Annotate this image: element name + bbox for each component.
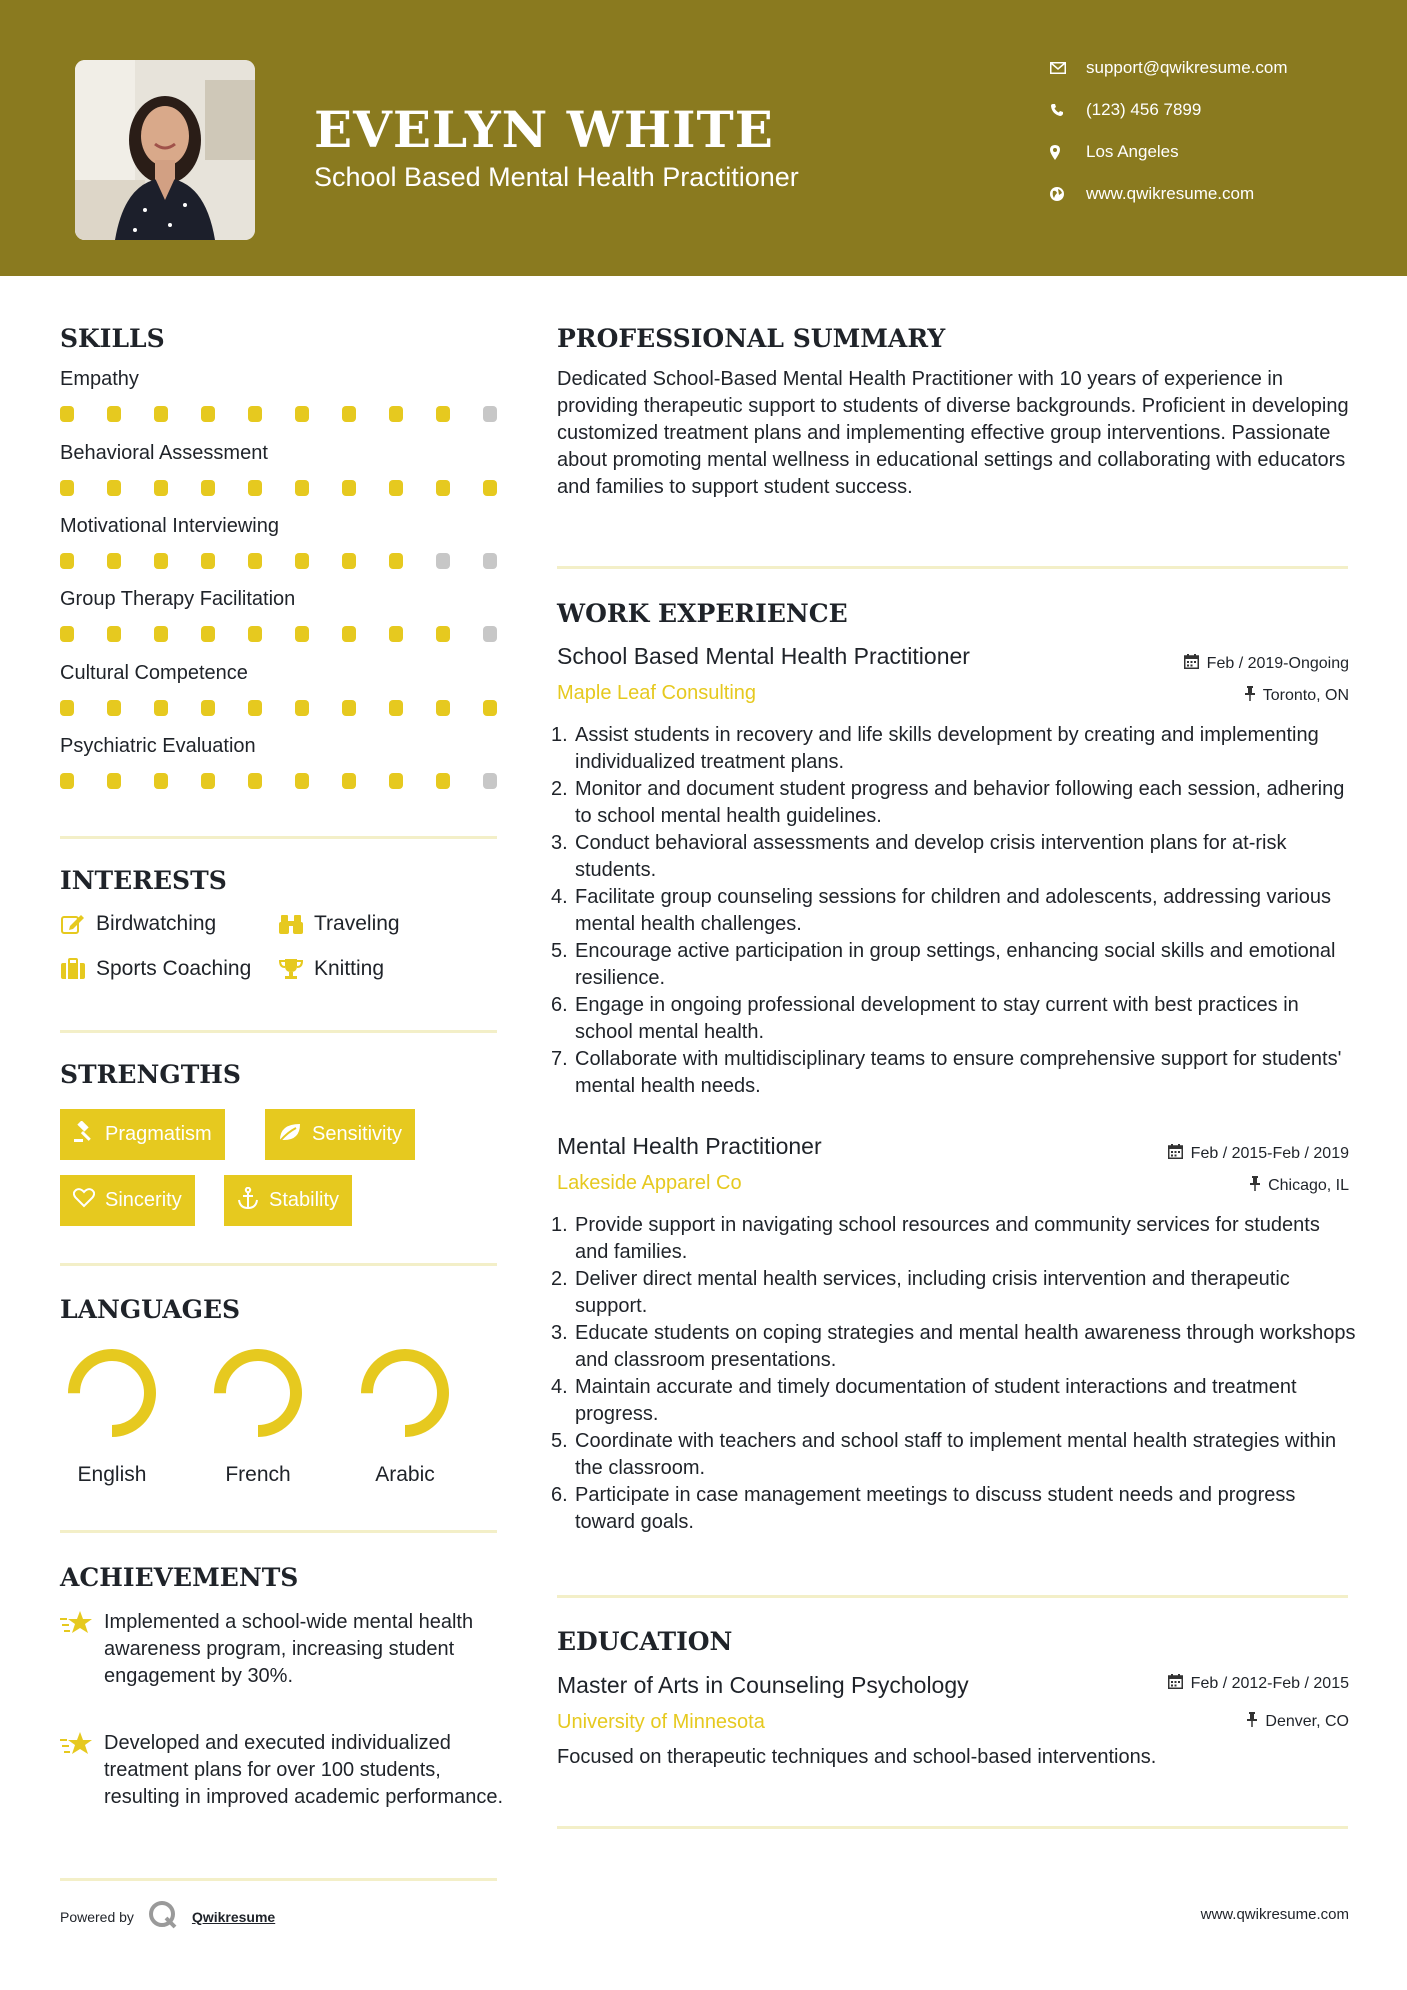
- skill-label: Empathy: [60, 368, 139, 390]
- achievement-item: [60, 1730, 504, 1840]
- education-dates: [1168, 1674, 1349, 1694]
- list-item: 4. Facilitate group counseling sessions for children and adolescents, addressing various mental health challenges.: [551, 886, 1331, 935]
- skill-dot-filled: [342, 773, 356, 789]
- skill-dot-filled: [154, 406, 168, 422]
- skill-dot-filled: [154, 553, 168, 569]
- skill-dot-filled: [201, 553, 215, 569]
- skill-dot-filled: [201, 626, 215, 642]
- list-item-text: Monitor and document student progress and behavior following each session, adhering to school mental health guidelines.: [575, 778, 1345, 827]
- section-divider: [60, 1030, 497, 1033]
- skill-dot-filled: [60, 553, 74, 569]
- skill-dot-filled: [201, 700, 215, 716]
- star-icon: [60, 1730, 94, 1763]
- language-label: French: [225, 1463, 291, 1486]
- list-item-text: Engage in ongoing professional development to stay current with best practices in school mental health.: [575, 994, 1299, 1043]
- skills-heading: SKILLS: [60, 324, 165, 353]
- calendar-icon: [1168, 1674, 1183, 1694]
- skill-rating: [60, 480, 497, 496]
- skill-dot-filled: [389, 480, 403, 496]
- skill-dot-filled: [389, 700, 403, 716]
- language-label: English: [77, 1463, 147, 1486]
- skill-dot-filled: [295, 480, 309, 496]
- skill-dot-filled: [295, 773, 309, 789]
- contact-location: [1050, 142, 1179, 162]
- skill-dot-filled: [201, 773, 215, 789]
- list-item-text: Conduct behavioral assessments and develop crisis intervention plans for at-risk students.: [575, 832, 1287, 881]
- skill-dot-filled: [248, 700, 262, 716]
- job-location: [1250, 1176, 1349, 1196]
- list-item: 2. Monitor and document student progress and behavior following each session, adhering to school mental health guidelines.: [551, 778, 1345, 827]
- globe-icon: [1050, 187, 1086, 201]
- language-level-arc: [74, 1355, 150, 1431]
- list-item: 1. Assist students in recovery and life skills development by creating and implementing individualized treatment plans.: [551, 724, 1319, 773]
- skill-rating: [60, 773, 497, 789]
- strengths-heading: STRENGTHS: [60, 1060, 241, 1089]
- list-item-text: Assist students in recovery and life skills development by creating and implementing individualized treatment plans.: [575, 724, 1319, 773]
- skill-dot-filled: [60, 773, 74, 789]
- skill-dot-filled: [60, 480, 74, 496]
- candidate-title: School Based Mental Health Practitioner: [314, 162, 799, 192]
- language-level-ring: [359, 1347, 451, 1439]
- list-item-text: Coordinate with teachers and school staff to implement mental health strategies within the classroom.: [575, 1430, 1337, 1479]
- contact-phone-text: (123) 456 7899: [1086, 100, 1202, 119]
- skill-dot-filled: [248, 406, 262, 422]
- pin-icon: [1245, 686, 1255, 706]
- section-divider: [60, 1878, 497, 1881]
- job-dates: [1168, 1144, 1349, 1164]
- skill-dot-filled: [154, 773, 168, 789]
- education-heading: EDUCATION: [557, 1627, 733, 1656]
- strength-label: Pragmatism: [105, 1123, 212, 1145]
- strength-tag: [265, 1109, 415, 1160]
- skill-dot-filled: [295, 626, 309, 642]
- section-divider: [557, 566, 1348, 569]
- interest-item: [60, 956, 251, 982]
- list-item: 2. Deliver direct mental health services, including crisis intervention and therapeutic support.: [551, 1268, 1290, 1317]
- skill-rating: [60, 553, 497, 569]
- list-item-text: Deliver direct mental health services, including crisis intervention and therapeutic support.: [575, 1268, 1290, 1317]
- skill-dot-filled: [60, 406, 74, 422]
- skill-dot-filled: [107, 773, 121, 789]
- language-item: [57, 1347, 167, 1487]
- skill-dot-empty: [483, 406, 497, 422]
- language-level-ring: [66, 1347, 158, 1439]
- job-location: [1245, 686, 1349, 706]
- education-school: University of Minnesota: [557, 1711, 765, 1733]
- list-item: 6. Participate in case management meetings to discuss student needs and progress toward goals.: [551, 1484, 1296, 1533]
- contact-website: [1050, 184, 1254, 204]
- skill-dot-filled: [107, 480, 121, 496]
- strength-tag: [224, 1175, 352, 1226]
- list-item-text: Maintain accurate and timely documentation of student interactions and treatment progress.: [575, 1376, 1297, 1425]
- contact-phone: [1050, 100, 1201, 120]
- job-responsibilities: [551, 1212, 1357, 1536]
- job-location-text: Toronto, ON: [1262, 687, 1349, 704]
- section-divider: [60, 1530, 497, 1533]
- skill-dot-empty: [436, 553, 450, 569]
- skill-dot-filled: [60, 700, 74, 716]
- footer-powered-by: [60, 1900, 275, 1933]
- skill-dot-filled: [342, 406, 356, 422]
- leaf-icon: [278, 1122, 302, 1148]
- calendar-icon: [1168, 1144, 1183, 1164]
- contact-email-text: support@qwikresume.com: [1086, 58, 1288, 77]
- candidate-name: EVELYN WHITE: [314, 100, 774, 159]
- list-item-text: Educate students on coping strategies and mental health awareness through workshops and classroom presentations.: [575, 1322, 1356, 1371]
- summary-text: Dedicated School-Based Mental Health Practitioner with 10 years of experience in providing therapeutic support to students of diverse backgrounds. Proficient in developing customized treatment plans and implementing effective group interventions. Passionate about promoting mental wellness in educational settings and collaborating with educators and families to support student success.: [557, 368, 1349, 498]
- strength-label: Sensitivity: [312, 1123, 403, 1145]
- interest-item: [278, 911, 400, 937]
- list-item: 7. Collaborate with multidisciplinary teams to ensure comprehensive support for students' mental health needs.: [551, 1048, 1342, 1097]
- skill-dot-filled: [483, 700, 497, 716]
- skill-dot-filled: [295, 700, 309, 716]
- suitcase-icon: [60, 956, 86, 982]
- skill-dot-filled: [248, 626, 262, 642]
- skill-rating: [60, 406, 497, 422]
- star-icon: [60, 1609, 94, 1642]
- skill-dot-filled: [389, 626, 403, 642]
- interest-label: Knitting: [314, 957, 385, 980]
- skill-label: Group Therapy Facilitation: [60, 588, 296, 610]
- section-divider: [557, 1826, 1348, 1829]
- section-divider: [60, 836, 497, 839]
- phone-icon: [1050, 103, 1086, 117]
- job-dates-text: Feb / 2019-Ongoing: [1206, 655, 1349, 672]
- skill-dot-filled: [389, 406, 403, 422]
- job-location-text: Chicago, IL: [1268, 1177, 1349, 1194]
- skill-dot-filled: [389, 553, 403, 569]
- list-item: 6. Engage in ongoing professional development to stay current with best practices in school mental health.: [551, 994, 1299, 1043]
- heart-icon: [73, 1188, 95, 1214]
- skill-label: Psychiatric Evaluation: [60, 735, 256, 757]
- list-item-text: Encourage active participation in group settings, enhancing social skills and emotional resilience.: [575, 940, 1336, 989]
- pencil-square-icon: [60, 911, 86, 937]
- skill-label: Behavioral Assessment: [60, 442, 268, 464]
- skill-dot-filled: [248, 480, 262, 496]
- skill-rating: [60, 700, 497, 716]
- envelope-icon: [1050, 62, 1086, 74]
- skill-dot-filled: [154, 700, 168, 716]
- resume-header: [0, 0, 1407, 276]
- map-pin-icon: [1050, 145, 1086, 160]
- skill-dot-empty: [483, 553, 497, 569]
- footer-url[interactable]: www.qwikresume.com: [1200, 1906, 1349, 1923]
- skill-dot-empty: [483, 773, 497, 789]
- calendar-icon: [1184, 654, 1199, 674]
- skill-dot-filled: [389, 773, 403, 789]
- skill-dot-filled: [295, 553, 309, 569]
- profile-photo: [75, 60, 255, 240]
- anchor-icon: [237, 1187, 259, 1215]
- contact-email: [1050, 58, 1288, 78]
- education-description: Focused on therapeutic techniques and school-based interventions.: [557, 1746, 1157, 1768]
- contact-location-text: Los Angeles: [1086, 142, 1179, 161]
- list-item: 5. Coordinate with teachers and school staff to implement mental health strategies within the classroom.: [551, 1430, 1337, 1479]
- language-level-arc: [220, 1355, 296, 1431]
- skill-dot-filled: [342, 480, 356, 496]
- section-divider: [557, 1595, 1348, 1598]
- pin-icon: [1250, 1176, 1260, 1196]
- education-location: [1247, 1712, 1349, 1732]
- skill-dot-filled: [436, 406, 450, 422]
- list-item: 3. Educate students on coping strategies and mental health awareness through workshops and classroom presentations.: [551, 1322, 1356, 1371]
- skill-dot-filled: [295, 406, 309, 422]
- skill-dot-filled: [154, 626, 168, 642]
- experience-heading: WORK EXPERIENCE: [557, 599, 848, 628]
- skill-dot-filled: [107, 553, 121, 569]
- job-company: Maple Leaf Consulting: [557, 682, 757, 704]
- achievement-item: [60, 1609, 500, 1719]
- gavel-icon: [73, 1121, 95, 1149]
- strength-tag: [60, 1109, 225, 1160]
- job-title: School Based Mental Health Practitioner: [557, 643, 970, 669]
- list-item-text: Facilitate group counseling sessions for children and adolescents, addressing various mental health challenges.: [575, 886, 1331, 935]
- achievements-heading: ACHIEVEMENTS: [60, 1563, 299, 1592]
- interest-item: [60, 911, 216, 937]
- job-responsibilities: [551, 722, 1357, 1100]
- education-location-text: Denver, CO: [1265, 1713, 1349, 1730]
- contact-website-text: www.qwikresume.com: [1086, 184, 1255, 203]
- skill-dot-filled: [342, 553, 356, 569]
- skill-label: Cultural Competence: [60, 662, 248, 684]
- skill-label: Motivational Interviewing: [60, 515, 279, 537]
- skill-dot-filled: [154, 480, 168, 496]
- language-label: Arabic: [375, 1463, 435, 1486]
- skill-dot-filled: [107, 406, 121, 422]
- education-dates-text: Feb / 2012-Feb / 2015: [1190, 1675, 1349, 1692]
- list-item-text: Provide support in navigating school resources and community services for students and families.: [575, 1214, 1320, 1263]
- skill-dot-filled: [248, 773, 262, 789]
- pin-icon: [1247, 1712, 1257, 1732]
- interests-heading: INTERESTS: [60, 866, 227, 895]
- skill-dot-filled: [436, 700, 450, 716]
- job-dates-text: Feb / 2015-Feb / 2019: [1190, 1145, 1349, 1162]
- skill-dot-empty: [483, 626, 497, 642]
- list-item: 5. Encourage active participation in group settings, enhancing social skills and emotional resilience.: [551, 940, 1336, 989]
- section-divider: [60, 1263, 497, 1266]
- skill-dot-filled: [248, 553, 262, 569]
- list-item: 1. Provide support in navigating school resources and community services for students and families.: [551, 1214, 1320, 1263]
- binoculars-icon: [278, 911, 304, 937]
- strength-label: Stability: [269, 1189, 340, 1211]
- list-item: 4. Maintain accurate and timely documentation of student interactions and treatment progress.: [551, 1376, 1297, 1425]
- interest-label: Birdwatching: [96, 912, 217, 935]
- skill-dot-filled: [436, 626, 450, 642]
- language-level-ring: [212, 1347, 304, 1439]
- summary-heading: PROFESSIONAL SUMMARY: [557, 324, 946, 353]
- skill-dot-filled: [201, 406, 215, 422]
- languages-heading: LANGUAGES: [60, 1295, 241, 1324]
- skill-dot-filled: [342, 700, 356, 716]
- achievement-text: Developed and executed individualized treatment plans for over 100 students, resulting in improved academic performance.: [104, 1732, 504, 1808]
- skill-dot-filled: [483, 480, 497, 496]
- interest-label: Traveling: [314, 912, 400, 935]
- language-item: [350, 1347, 460, 1487]
- language-item: [203, 1347, 313, 1487]
- interest-label: Sports Coaching: [96, 957, 252, 980]
- education-degree: Master of Arts in Counseling Psychology: [557, 1672, 969, 1698]
- skill-dot-filled: [342, 626, 356, 642]
- strength-tag: [60, 1175, 195, 1226]
- skill-dot-filled: [436, 773, 450, 789]
- list-item-text: Participate in case management meetings to discuss student needs and progress toward goals.: [575, 1484, 1296, 1533]
- skill-dot-filled: [436, 480, 450, 496]
- list-item-text: Collaborate with multidisciplinary teams to ensure comprehensive support for students' mental health needs.: [575, 1048, 1342, 1097]
- language-level-arc: [367, 1355, 443, 1431]
- qwikresume-logo-icon: [148, 1900, 178, 1933]
- list-item: 3. Conduct behavioral assessments and develop crisis intervention plans for at-risk students.: [551, 832, 1287, 881]
- job-company: Lakeside Apparel Co: [557, 1172, 742, 1194]
- strength-label: Sincerity: [105, 1189, 182, 1211]
- achievement-text: Implemented a school-wide mental health awareness program, increasing student engagement by 30%.: [104, 1611, 474, 1687]
- skill-rating: [60, 626, 497, 642]
- skill-dot-filled: [60, 626, 74, 642]
- interest-item: [278, 956, 384, 982]
- skill-dot-filled: [107, 626, 121, 642]
- qwikresume-link[interactable]: Qwikresume: [191, 1908, 276, 1925]
- powered-by-text: Powered by: [60, 1908, 134, 1925]
- job-dates: [1184, 654, 1349, 674]
- skill-dot-filled: [201, 480, 215, 496]
- skill-dot-filled: [107, 700, 121, 716]
- trophy-icon: [278, 956, 304, 982]
- job-title: Mental Health Practitioner: [557, 1133, 822, 1159]
